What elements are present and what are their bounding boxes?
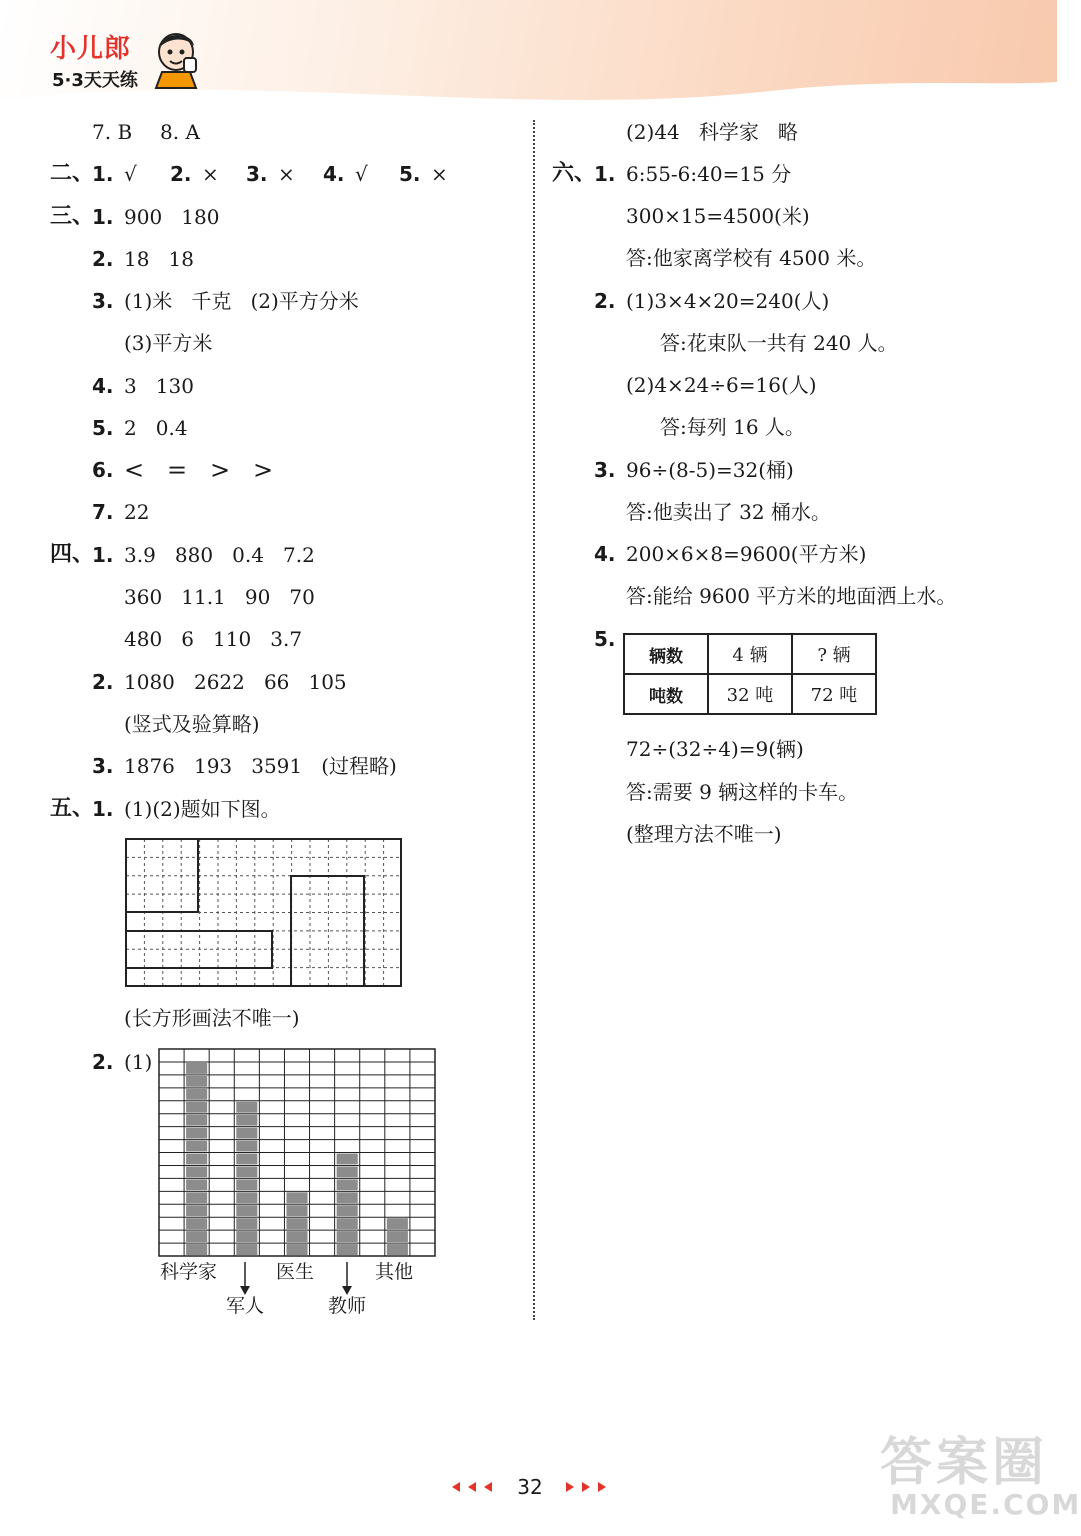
answer-text: 360 11.1 90 70 [124,585,315,609]
answer-text: (2)4×24÷6=16(人) [626,373,817,397]
bar-segment [286,1244,307,1255]
bar-segment [186,1115,207,1126]
bar-segment [236,1205,257,1216]
bar-segment [236,1115,257,1126]
bar-segment [286,1218,307,1229]
bar-segment [337,1179,358,1190]
q-number: 1. [92,543,114,567]
column-divider [533,120,535,1320]
answer-text: (1) [124,1050,153,1074]
answer-text: (2)44 科学家 略 [626,120,798,144]
comparison-signs: < = > > [124,456,274,484]
watermark [880,1420,1081,1530]
bar-segment [186,1166,207,1177]
section-4-label: 四、 [50,542,95,567]
q-number: 1. [92,205,114,229]
bar-segment [236,1128,257,1139]
answer-text: 3 130 [124,374,194,398]
answer-text: 3.9 880 0.4 7.2 [124,543,315,567]
rectangle-grid-figure [125,838,403,988]
table-cell: 72 吨 [792,674,876,714]
q-number: 1. [594,162,616,186]
table-cell: 辆数 [624,634,708,674]
bar-segment [337,1154,358,1165]
answer-text: 480 6 110 3.7 [124,627,303,651]
x-tick-label: 医生 [276,1261,315,1283]
bar-segment [186,1076,207,1087]
answer-text: 答:花束队一共有 240 人。 [660,331,898,355]
answer-text: (1)(2)题如下图。 [124,797,281,821]
bar-segment [236,1154,257,1165]
q-number: 5. [594,627,616,651]
answer-text: 答:他家离学校有 4500 米。 [626,246,877,270]
answer-text: 1876 193 3591 (过程略) [124,754,397,778]
answer-text: 1080 2622 66 105 [124,670,347,694]
q-number: 3. [594,458,616,482]
q-number: 2. [170,162,192,186]
q-number: 5. [92,416,114,440]
q-number: 2. [92,247,114,271]
q-number: 1. [92,162,114,186]
table-cell: ? 辆 [792,634,876,674]
answer-note: (长方形画法不唯一) [124,1006,300,1030]
q-number: 4. [594,542,616,566]
answer-note: (竖式及验算略) [124,712,260,736]
bar-chart [158,1048,438,1260]
bar-segment [337,1231,358,1242]
answer-text: 300×15=4500(米) [626,204,810,228]
answer-text: 答:能给 9600 平方米的地面洒上水。 [626,584,957,608]
bar-segment [186,1192,207,1203]
section-3-label: 三、 [50,204,95,229]
bar-segment [186,1244,207,1255]
bar-segment [236,1231,257,1242]
bar-segment [337,1166,358,1177]
page-number: 32 [517,1475,543,1499]
q-number: 3. [92,754,114,778]
x-tick-label: 军人 [226,1295,265,1317]
next-arrows-icon [566,1480,614,1494]
answer-text: 72÷(32÷4)=9(辆) [626,737,804,761]
q-number: 4. [92,374,114,398]
watermark-url: MXQE.COM [890,1488,1081,1521]
table-cell: 吨数 [624,674,708,714]
q-number: 7. [92,500,114,524]
header-banner [0,0,1057,110]
table-cell: 32 吨 [708,674,792,714]
answer-text: 答:每列 16 人。 [660,415,805,439]
section-6-label: 六、 [552,161,597,186]
answer-text: 6:55-6:40=15 分 [626,162,792,186]
brand-series: 5·3天天练 [52,70,138,91]
section-2-label: 二、 [50,161,95,186]
answer-text: 18 18 [124,247,194,271]
bar-segment [286,1231,307,1242]
bar-segment [186,1205,207,1216]
mascot-icon [150,28,202,88]
bar-segment [337,1218,358,1229]
bar-segment [236,1102,257,1113]
answer-text: 答:他卖出了 32 桶水。 [626,500,831,524]
answer-text: 900 180 [124,205,220,229]
bar-segment [186,1218,207,1229]
brand-name: 小儿郎 [50,34,132,64]
answer-7: 7. B [92,120,133,144]
section-5-label: 五、 [50,796,95,821]
q-number: 6. [92,458,114,482]
bar-segment [387,1218,408,1229]
x-tick-label: 其他 [375,1261,414,1283]
answer-8: 8. A [160,120,200,144]
answer-text: 答:需要 9 辆这样的卡车。 [626,780,859,804]
q-number: 2. [92,670,114,694]
bar-segment [337,1205,358,1216]
bar-segment [337,1244,358,1255]
check-mark: √ [124,162,137,186]
cross-mark: × [431,162,448,186]
watermark-text: 答案圈 [880,1433,1049,1493]
x-tick-label: 科学家 [160,1261,218,1283]
check-mark: √ [355,162,368,186]
q-number: 4. [323,162,345,186]
bar-segment [186,1154,207,1165]
bar-segment [236,1141,257,1152]
bar-segment [387,1231,408,1242]
bar-segment [186,1128,207,1139]
arrow-down-icon [340,1262,354,1296]
arrow-down-icon [238,1262,252,1296]
bar-segment [236,1179,257,1190]
answer-text: (1)3×4×20=240(人) [626,289,830,313]
answer-text: (1)米 千克 (2)平方分米 [124,289,359,313]
bar-segment [186,1231,207,1242]
bar-segment [186,1179,207,1190]
answer-text: 2 0.4 [124,416,188,440]
bar-segment [236,1166,257,1177]
bar-segment [387,1244,408,1255]
q-number: 5. [399,162,421,186]
prev-arrows-icon [452,1480,500,1494]
q-number: 1. [92,797,114,821]
data-table [623,633,877,715]
answer-text: 200×6×8=9600(平方米) [626,542,867,566]
bar-segment [236,1192,257,1203]
table-row [624,674,876,714]
bar-segment [236,1244,257,1255]
x-tick-label: 教师 [328,1295,367,1317]
bar-segment [186,1102,207,1113]
answer-note: (整理方法不唯一) [626,822,782,846]
answer-text: (3)平方米 [124,331,213,355]
q-number: 3. [246,162,268,186]
bar-segment [286,1205,307,1216]
table-cell: 4 辆 [708,634,792,674]
q-number: 2. [92,1050,114,1074]
bar-segment [236,1218,257,1229]
bar-segment [186,1141,207,1152]
bar-segment [337,1192,358,1203]
bar-segment [186,1063,207,1074]
cross-mark: × [202,162,219,186]
bar-segment [286,1192,307,1203]
cross-mark: × [278,162,295,186]
answer-text: 22 [124,500,150,524]
q-number: 3. [92,289,114,313]
bar-segment [186,1089,207,1100]
table-row [624,634,876,674]
q-number: 2. [594,289,616,313]
answer-text: 96÷(8-5)=32(桶) [626,458,794,482]
